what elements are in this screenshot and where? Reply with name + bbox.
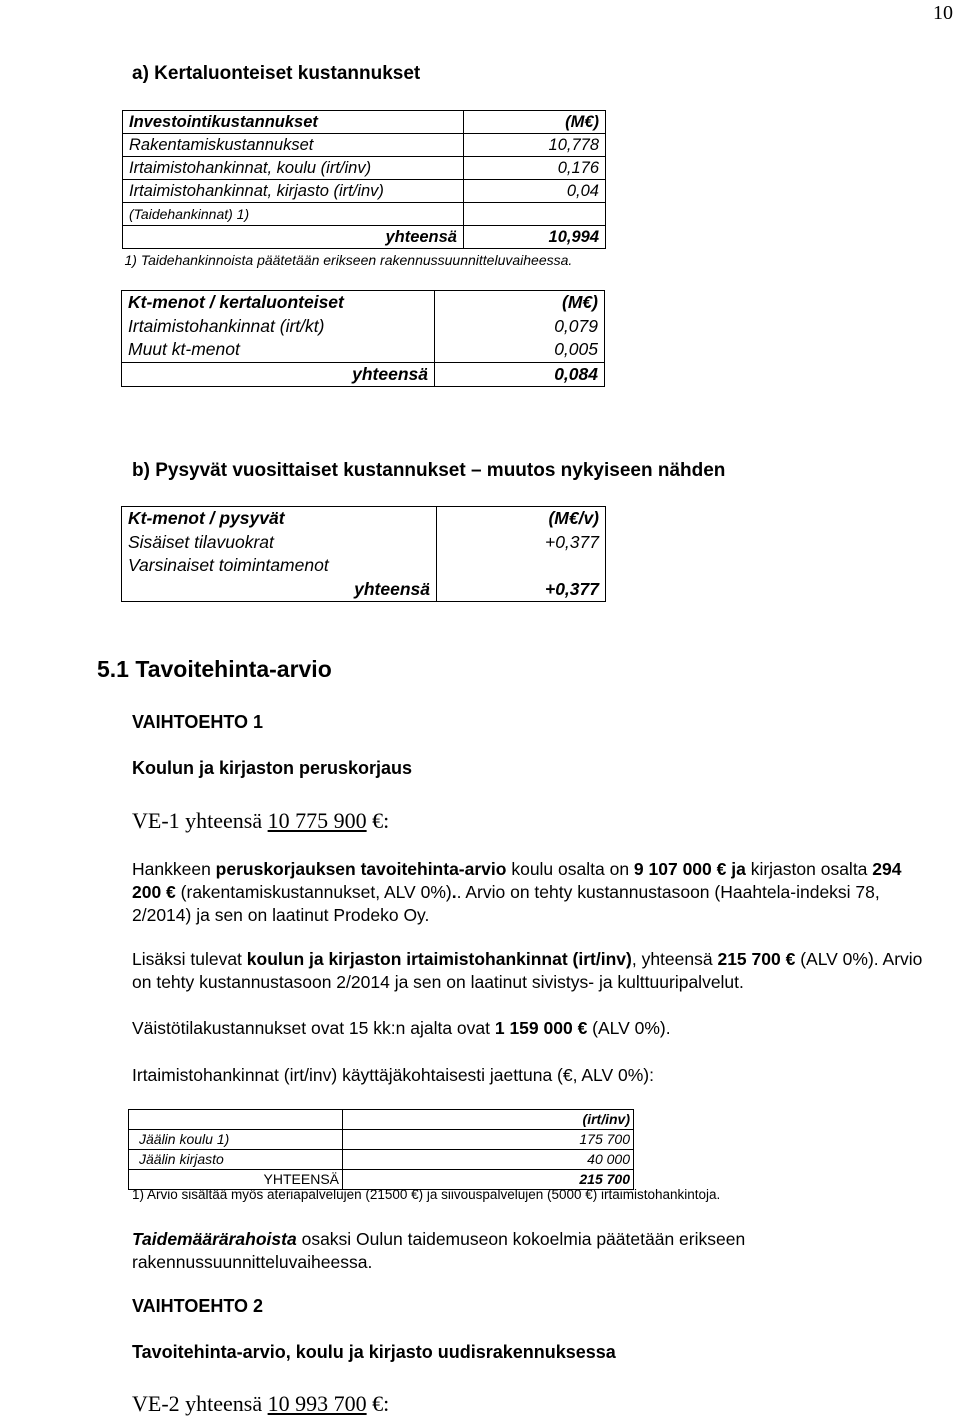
text-bold: koulun ja kirjaston irtaimistohankinnat (irt/inv)	[246, 949, 632, 969]
ve1-total	[132, 808, 389, 834]
text: koulu osalta on	[506, 859, 634, 879]
kt-permanent-header-label: Kt-menot / pysyvät	[122, 507, 437, 531]
option2-heading: VAIHTOEHTO 2	[132, 1296, 264, 1316]
text: osaksi Oulun taidemuseon kokoelmia päätetään erikseen rakennussuunnitteluvaiheessa.	[132, 1229, 746, 1272]
text-bold-italic: Taidemäärärahoista	[132, 1229, 297, 1249]
option1-subheading: Koulun ja kirjaston peruskorjaus	[132, 758, 413, 778]
ve2-suffix: €:	[366, 1391, 390, 1416]
text: (ALV 0%). Arvio on tehty kustannustasoon 2/2014 ja sen on laatinut sivistys- ja kulttuuripalvelut.	[132, 949, 923, 992]
text: Väistötilakustannukset ovat 15 kk:n ajalta ovat	[132, 1018, 495, 1038]
paragraph-furnishing-split: Irtaimistohankinnat (irt/inv) käyttäjäkohtaisesti jaettuna (€, ALV 0%):	[132, 1065, 655, 1085]
table-row	[129, 1130, 634, 1150]
ve2-total	[132, 1391, 389, 1417]
option2-subheading: Tavoitehinta-arvio, koulu ja kirjasto uudisrakennuksessa	[132, 1342, 616, 1362]
row-label: Irtaimistohankinnat, kirjasto (irt/inv)	[123, 180, 464, 203]
kt-permanent-header-unit: (M€/v)	[437, 507, 606, 531]
total-value: 0,084	[435, 362, 605, 387]
investment-header-unit: (M€)	[464, 111, 606, 134]
text-bold: 9 107 000 € ja	[633, 859, 746, 879]
text: (rakentamiskustannukset, ALV 0%)	[175, 882, 452, 902]
ve2-prefix: VE-2 yhteensä	[132, 1391, 268, 1416]
text: . Arvio on tehty kustannustasoon (Haahtela-indeksi 78, 2/2014) ja sen on laatinut Prodeko Oy.	[132, 882, 880, 925]
table-row	[123, 134, 606, 157]
paragraph-cost-estimate	[132, 858, 922, 927]
paragraph-temporary-premises	[132, 1017, 932, 1040]
table-row	[123, 180, 606, 203]
total-value: +0,377	[437, 578, 606, 602]
row-value: 0,176	[464, 157, 606, 180]
furnishing-footnote: 1) Arvio sisältää myös ateriapalvelujen (21500 €) ja siivouspalvelujen (5000 €) irtaimistohankintoja.	[132, 1187, 721, 1202]
row-label: Varsinaiset toimintamenot	[122, 554, 437, 578]
kt-once-table	[121, 290, 605, 387]
row-value: 0,005	[435, 338, 605, 362]
total-label: yhteensä	[122, 362, 435, 387]
total-value: 10,994	[464, 226, 606, 249]
table-row	[123, 203, 606, 226]
table-row	[122, 315, 605, 339]
text: Lisäksi tulevat	[132, 949, 247, 969]
kt-permanent-table	[121, 506, 606, 602]
row-value: 175 700	[343, 1130, 634, 1150]
text: Hankkeen	[132, 859, 216, 879]
table-row	[129, 1150, 634, 1170]
row-value	[464, 203, 606, 226]
row-value	[437, 554, 606, 578]
paragraph-art-funds	[132, 1228, 832, 1274]
row-label: Rakentamiskustannukset	[123, 134, 464, 157]
table-total-row	[123, 226, 606, 249]
investment-table	[122, 110, 606, 271]
row-value: +0,377	[437, 531, 606, 555]
total-label: yhteensä	[123, 226, 464, 249]
row-value: 0,04	[464, 180, 606, 203]
table-row	[123, 157, 606, 180]
text-bold: .	[451, 882, 457, 902]
ve2-amount: 10 993 700	[267, 1391, 367, 1416]
row-label: Sisäiset tilavuokrat	[122, 531, 437, 555]
row-label: (Taidehankinnat) 1)	[123, 203, 464, 226]
row-value: 40 000	[343, 1150, 634, 1170]
kt-once-header-label: Kt-menot / kertaluonteiset	[122, 291, 435, 315]
text: (ALV 0%).	[587, 1018, 671, 1038]
text: kirjaston osalta	[745, 859, 873, 879]
text-bold: peruskorjauksen tavoitehinta-arvio	[215, 859, 507, 879]
row-value: 0,079	[435, 315, 605, 339]
ve1-amount: 10 775 900	[267, 808, 367, 833]
row-label: Irtaimistohankinnat, koulu (irt/inv)	[123, 157, 464, 180]
section-a-title: a) Kertaluonteiset kustannukset	[132, 63, 421, 84]
table-total-row	[122, 578, 606, 602]
text: , yhteensä	[631, 949, 718, 969]
total-label: yhteensä	[122, 578, 437, 602]
page-number: 10	[933, 2, 953, 24]
row-value: 10,778	[464, 134, 606, 157]
kt-once-header-unit: (M€)	[435, 291, 605, 315]
table-total-row	[122, 362, 605, 387]
text-bold: 215 700 €	[717, 949, 796, 969]
table-row	[122, 554, 606, 578]
total-label: YHTEENSÄ	[129, 1170, 343, 1190]
ve1-prefix: VE-1 yhteensä	[132, 808, 268, 833]
row-label: Jäälin kirjasto	[129, 1150, 343, 1170]
text-bold: 1 159 000 €	[494, 1018, 588, 1038]
text-bold: 294 200 €	[132, 859, 902, 902]
paragraph-furnishing	[132, 948, 932, 994]
investment-header-label: Investointikustannukset	[123, 111, 464, 134]
table-row	[122, 338, 605, 362]
ve1-suffix: €:	[366, 808, 390, 833]
furnishing-table	[128, 1109, 634, 1190]
row-label: Jäälin koulu 1)	[129, 1130, 343, 1150]
total-value: 215 700	[343, 1170, 634, 1190]
table-row	[122, 531, 606, 555]
table-footnote: 1) Taidehankinnoista päätetään erikseen rakennussuunnitteluvaiheessa.	[123, 249, 606, 272]
row-label: Muut kt-menot	[122, 338, 435, 362]
furnishing-header: (irt/inv)	[343, 1110, 634, 1130]
option1-heading: VAIHTOEHTO 1	[132, 712, 264, 732]
section-b-title: b) Pysyvät vuosittaiset kustannukset – muutos nykyiseen nähden	[132, 460, 726, 481]
section-5-1-title: 5.1 Tavoitehinta-arvio	[97, 656, 332, 682]
row-label: Irtaimistohankinnat (irt/kt)	[122, 315, 435, 339]
